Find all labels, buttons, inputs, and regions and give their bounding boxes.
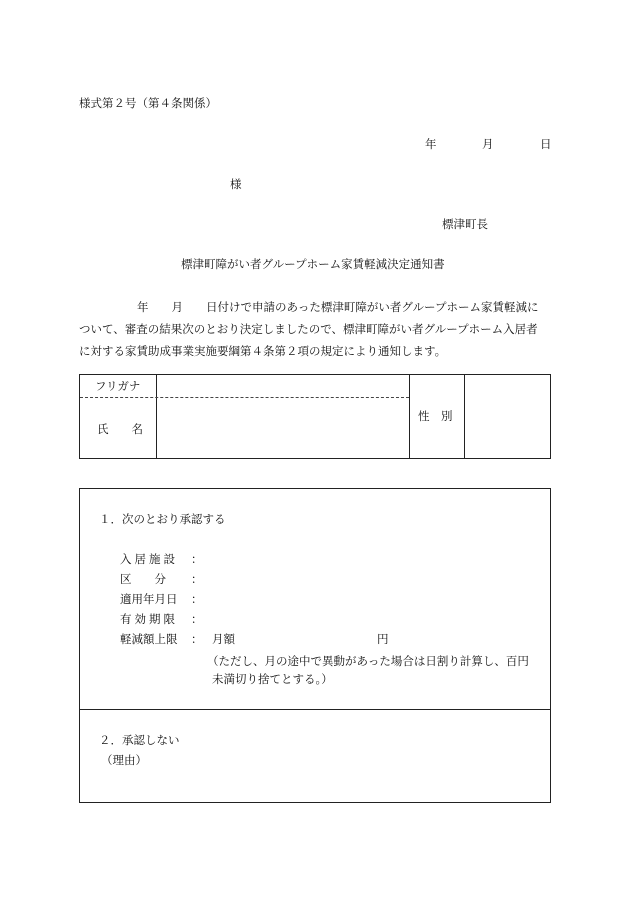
reject-heading: ２．承認しない — [99, 733, 180, 747]
field-facility-label: 入居施設 — [120, 552, 178, 566]
furigana-separator — [80, 397, 409, 398]
body-line-2: ついて、審査の結果次のとおり決定しましたので、標津町障がい者グループホーム入居者 — [79, 322, 538, 336]
date-month-label: 月 — [482, 137, 494, 151]
field-category-colon: ： — [191, 572, 203, 586]
name-label: 氏 名 — [97, 422, 143, 436]
table-divider-label — [156, 374, 157, 459]
monthly-amount-label: 月額 — [212, 632, 235, 646]
table-divider-gender — [409, 374, 410, 459]
field-facility-colon: ： — [191, 552, 203, 566]
field-validity-colon: ： — [191, 612, 203, 626]
date-day-label: 日 — [540, 137, 552, 151]
furigana-label: フリガナ — [95, 379, 141, 393]
applicant-table — [79, 374, 551, 459]
body-line-1: 年 月 日付けで申請のあった標津町障がい者グループホーム家賃軽減に — [137, 300, 539, 314]
document-title: 標津町障がい者グループホーム家賃軽減決定通知書 — [181, 257, 445, 271]
date-year-label: 年 — [425, 137, 437, 151]
issuer: 標津町長 — [442, 217, 488, 231]
proration-note-line-1: （ただし、月の途中で異動があった場合は日割り計算し、百円 — [207, 654, 529, 668]
decision-box-divider — [79, 709, 551, 710]
field-reduction-limit-label: 軽減額上限 — [120, 632, 178, 646]
field-validity-label: 有効期限 — [120, 612, 178, 626]
approve-heading: １．次のとおり承認する — [99, 512, 226, 526]
addressee-suffix: 様 — [230, 177, 242, 191]
field-effective-date-colon: ： — [191, 592, 203, 606]
field-category-label: 区 分 — [120, 572, 166, 586]
gender-label: 性 別 — [418, 409, 453, 423]
reason-label: （理由） — [101, 753, 147, 767]
body-line-3: に対する家賃助成事業実施要綱第４条第２項の規定により通知します。 — [79, 344, 447, 358]
yen-label: 円 — [377, 632, 389, 646]
table-divider-gender-value — [464, 374, 465, 459]
form-number: 様式第２号（第４条関係） — [79, 96, 217, 110]
proration-note-line-2: 未満切り捨てとする。） — [212, 672, 333, 686]
field-effective-date-label: 適用年月日 — [120, 592, 178, 606]
body-paragraph — [79, 296, 557, 362]
field-reduction-limit-colon: ： — [191, 632, 203, 646]
